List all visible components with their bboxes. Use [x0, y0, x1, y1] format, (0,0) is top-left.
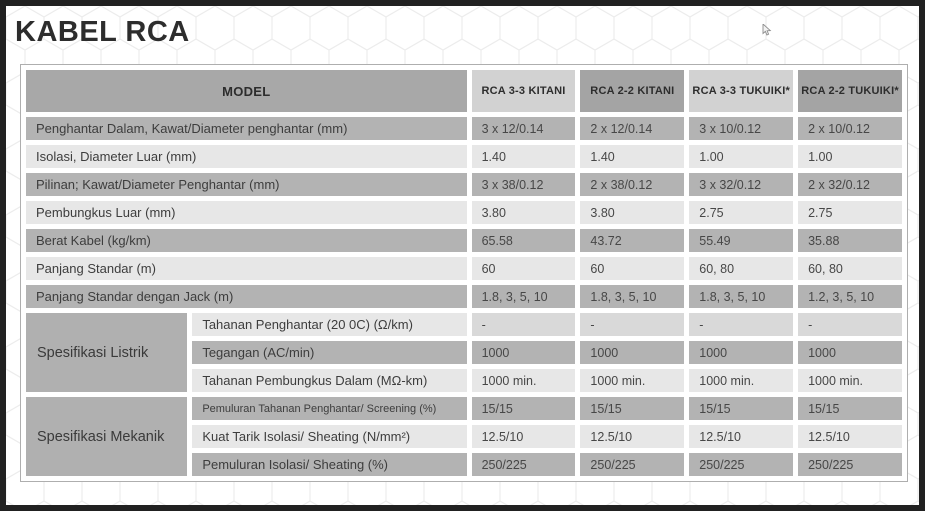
value-cell: 15/15: [798, 397, 902, 420]
value-cell: 60, 80: [689, 257, 793, 280]
value-cell: 35.88: [798, 229, 902, 252]
value-cell: 2.75: [689, 201, 793, 224]
row-label-cell: Berat Kabel (kg/km): [26, 229, 467, 252]
value-cell: -: [580, 313, 684, 336]
value-cell: 12.5/10: [580, 425, 684, 448]
value-cell: 250/225: [580, 453, 684, 476]
value-cell: 1.8, 3, 5, 10: [580, 285, 684, 308]
value-cell: 15/15: [580, 397, 684, 420]
value-cell: 1.2, 3, 5, 10: [798, 285, 902, 308]
value-cell: 12.5/10: [798, 425, 902, 448]
row-label-cell: Panjang Standar dengan Jack (m): [26, 285, 467, 308]
value-cell: 55.49: [689, 229, 793, 252]
section-label-cell: Spesifikasi Listrik: [26, 313, 187, 392]
column-header-cell: RCA 3-3 KITANI: [472, 70, 576, 112]
value-cell: 3.80: [472, 201, 576, 224]
value-cell: -: [472, 313, 576, 336]
sub-label-cell: Tegangan (AC/min): [192, 341, 466, 364]
value-cell: 1000 min.: [580, 369, 684, 392]
sub-label-cell: Tahanan Pembungkus Dalam (MΩ-km): [192, 369, 466, 392]
column-header-cell: RCA 2-2 TUKUIKI*: [798, 70, 902, 112]
value-cell: 15/15: [472, 397, 576, 420]
value-cell: 250/225: [472, 453, 576, 476]
value-cell: 1.00: [689, 145, 793, 168]
value-cell: 2 x 12/0.14: [580, 117, 684, 140]
value-cell: 1.40: [472, 145, 576, 168]
sub-label-cell: Kuat Tarik Isolasi/ Sheating (N/mm²): [192, 425, 466, 448]
model-header-cell: MODEL: [26, 70, 467, 112]
value-cell: 2.75: [798, 201, 902, 224]
sub-label-cell: Pemuluran Isolasi/ Sheating (%): [192, 453, 466, 476]
row-label-cell: Panjang Standar (m): [26, 257, 467, 280]
row-label-cell: Pilinan; Kawat/Diameter Penghantar (mm): [26, 173, 467, 196]
value-cell: 1000 min.: [798, 369, 902, 392]
sub-label-cell: Pemuluran Tahanan Penghantar/ Screening (%): [192, 397, 466, 420]
column-header-cell: RCA 2-2 KITANI: [580, 70, 684, 112]
sub-label-cell: Tahanan Penghantar (20 0C) (Ω/km): [192, 313, 466, 336]
value-cell: 1000: [798, 341, 902, 364]
value-cell: 250/225: [798, 453, 902, 476]
value-cell: -: [689, 313, 793, 336]
row-label-cell: Penghantar Dalam, Kawat/Diameter penghantar (mm): [26, 117, 467, 140]
spec-table-body: [26, 117, 902, 476]
value-cell: 1.40: [580, 145, 684, 168]
value-cell: 3 x 10/0.12: [689, 117, 793, 140]
value-cell: 1000 min.: [472, 369, 576, 392]
value-cell: 2 x 38/0.12: [580, 173, 684, 196]
value-cell: 12.5/10: [689, 425, 793, 448]
value-cell: 3 x 32/0.12: [689, 173, 793, 196]
value-cell: 1000: [689, 341, 793, 364]
value-cell: 65.58: [472, 229, 576, 252]
value-cell: 1.8, 3, 5, 10: [689, 285, 793, 308]
page-title: KABEL RCA: [15, 16, 190, 48]
value-cell: 60: [472, 257, 576, 280]
value-cell: 12.5/10: [472, 425, 576, 448]
spec-table-container: [20, 64, 908, 482]
row-label-cell: Pembungkus Luar (mm): [26, 201, 467, 224]
row-label-cell: Isolasi, Diameter Luar (mm): [26, 145, 467, 168]
spec-table: [21, 65, 907, 481]
value-cell: 2 x 10/0.12: [798, 117, 902, 140]
mouse-cursor-icon: [762, 24, 772, 36]
value-cell: 1.00: [798, 145, 902, 168]
value-cell: 1000: [472, 341, 576, 364]
value-cell: 60, 80: [798, 257, 902, 280]
value-cell: 60: [580, 257, 684, 280]
value-cell: -: [798, 313, 902, 336]
value-cell: 15/15: [689, 397, 793, 420]
spec-table-head: [26, 70, 902, 112]
value-cell: 3 x 12/0.14: [472, 117, 576, 140]
value-cell: 3 x 38/0.12: [472, 173, 576, 196]
value-cell: 250/225: [689, 453, 793, 476]
value-cell: 1000 min.: [689, 369, 793, 392]
value-cell: 1000: [580, 341, 684, 364]
value-cell: 1.8, 3, 5, 10: [472, 285, 576, 308]
section-label-cell: Spesifikasi Mekanik: [26, 397, 187, 476]
value-cell: 2 x 32/0.12: [798, 173, 902, 196]
value-cell: 3.80: [580, 201, 684, 224]
value-cell: 43.72: [580, 229, 684, 252]
column-header-cell: RCA 3-3 TUKUIKI*: [689, 70, 793, 112]
